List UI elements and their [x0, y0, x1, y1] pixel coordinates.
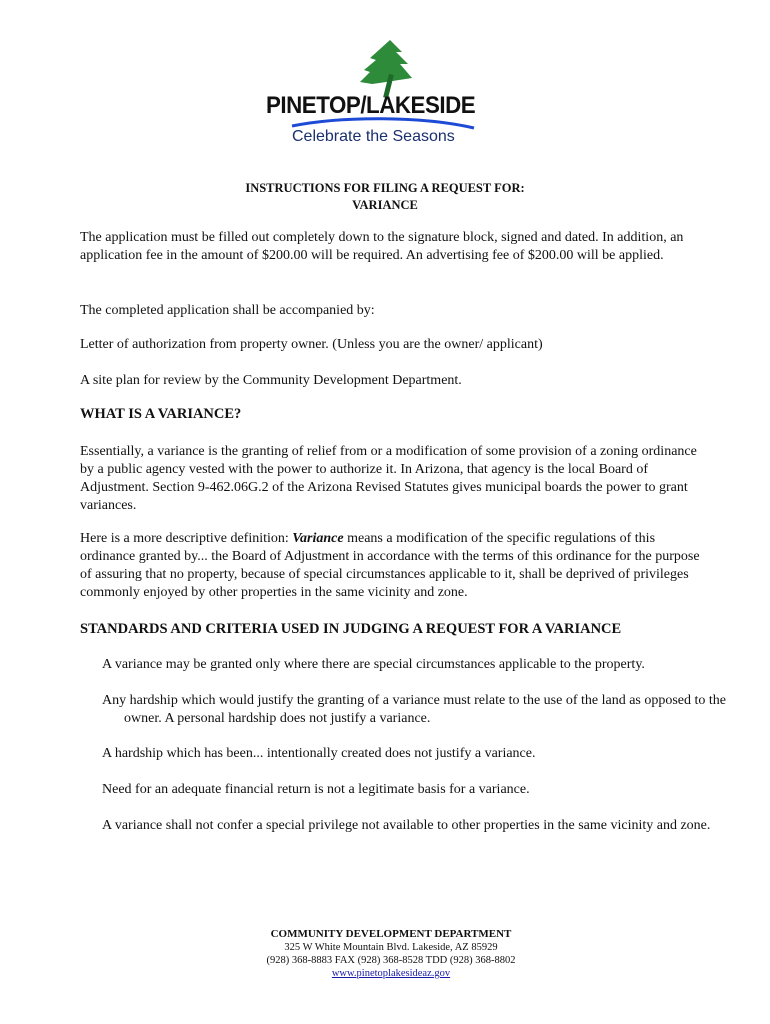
footer-phones: (928) 368-8883 FAX (928) 368-8528 TDD (928) 368-8802 [266, 955, 516, 966]
document-title [0, 180, 770, 214]
intro-accompanied-paragraph: The completed application shall be accompanied by: [80, 303, 375, 318]
criterion-item: A variance may be granted only where there are special circumstances applicable to the property. [102, 657, 645, 672]
site-plan-item: A site plan for review by the Community Development Department. [80, 373, 462, 388]
criterion-item: A hardship which has been... intentionally created does not justify a variance. [102, 746, 536, 761]
page-footer [0, 928, 770, 980]
title-line-2: VARIANCE [352, 198, 418, 212]
authorization-letter-item: Letter of authorization from property owner. (Unless you are the owner/ applicant) [80, 337, 543, 352]
variance-definition-paragraph [80, 530, 705, 602]
logo-tagline: Celebrate the Seasons [292, 128, 455, 145]
section-heading-what-is-variance: WHAT IS A VARIANCE? [80, 406, 242, 422]
definition-rest: means a modification of the specific regulations of this ordinance granted by... the Board of Adjustment in accordance with the terms of this ordinance for the purpose of assuring that no property, because of special circumstances applicable to it, shall be deprived of privileges commonly enjoyed by other properties in the same vicinity and zone. [80, 531, 700, 600]
footer-website-link[interactable]: www.pinetoplakesideaz.gov [331, 968, 451, 979]
town-logo [262, 38, 502, 150]
footer-department: COMMUNITY DEVELOPMENT DEPARTMENT [270, 928, 512, 940]
title-line-1: INSTRUCTIONS FOR FILING A REQUEST FOR: [245, 181, 525, 195]
footer-address: 325 W White Mountain Blvd. Lakeside, AZ 85929 [284, 942, 498, 953]
intro-fees-paragraph: The application must be filled out completely down to the signature block, signed and dated. In addition, an application fee in the amount of $200.00 will be required. An advertising fee of $200.00 will be applied. [80, 230, 684, 263]
criterion-item: A variance shall not confer a special privilege not available to other properties in the same vicinity and zone. [102, 818, 711, 833]
criterion-item: Need for an adequate financial return is not a legitimate basis for a variance. [102, 782, 530, 797]
definition-term: Variance [292, 531, 344, 546]
variance-explanation-paragraph: Essentially, a variance is the granting of relief from or a modification of some provision of a zoning ordinance by a public agency vested with the power to authorize it. In Arizona, that agency is the local Board of Adjustment. Section 9-462.06G.2 of the Arizona Revised Statutes gives municipal boards the power to grant variances. [80, 444, 697, 513]
criterion-item: Any hardship which would justify the granting of a variance must relate to the use of the land as opposed to the owner. A personal hardship does not justify a variance. [102, 693, 727, 726]
logo-wordmark: PINETOP/LAKESIDE [266, 92, 476, 119]
definition-lead: Here is a more descriptive definition: [80, 531, 293, 546]
section-heading-standards: STANDARDS AND CRITERIA USED IN JUDGING A REQUEST FOR A VARIANCE [80, 621, 622, 637]
